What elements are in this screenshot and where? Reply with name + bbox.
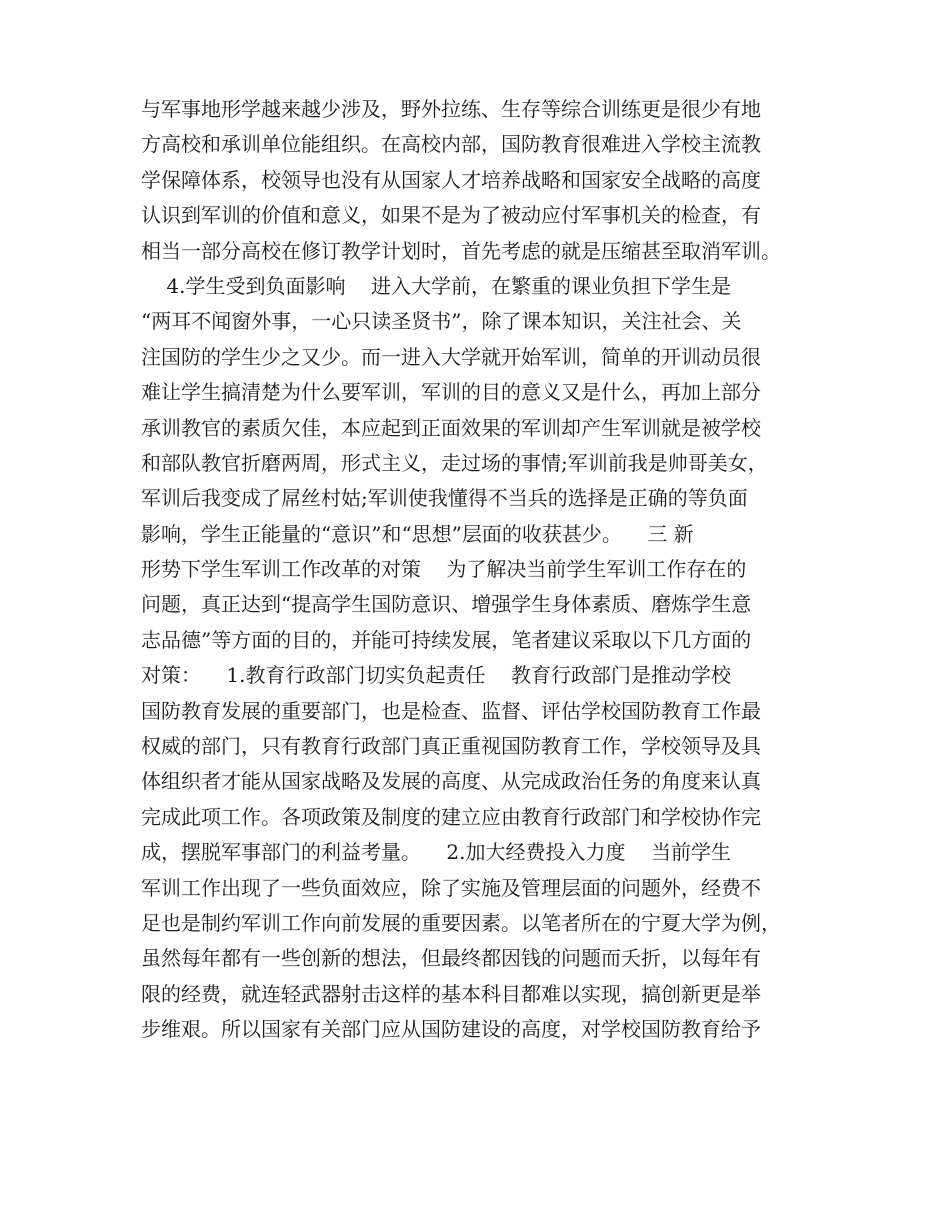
text-line: 难让学生搞清楚为什么要军训，军训的目的意义又是什么，再加上部分 [141,380,761,405]
text-line: 承训教官的素质欠佳，本应起到正面效果的军训却产生军训就是被学校 [141,415,761,440]
text-line: 和部队教官折磨两周，形式主义，走过场的事情;军训前我是帅哥美女， [141,450,768,475]
text-line: 4.学生受到负面影响 进入大学前，在繁重的课业负担下学生是 [141,273,731,298]
text-line: 与军事地形学越来越少涉及，野外拉练、生存等综合训练更是很少有地 [141,97,761,121]
text-line: 方高校和承训单位能组织。在高校内部，国防教育很难进入学校主流教 [141,132,761,157]
text-line: 志品德”等方面的目的，并能可持续发展，笔者建议采取以下几方面的 [141,627,752,652]
text-line: 军训后我变成了屌丝村姑;军训使我懂得不当兵的选择是正确的等负面 [141,486,748,511]
text-line: 军训工作出现了一些负面效应，除了实施及管理层面的问题外，经费不 [141,875,761,900]
text-line: 权威的部门，只有教育行政部门真正重视国防教育工作，学校领导及具 [141,734,761,759]
text-line: 限的经费，就连轻武器射击这样的基本科目都难以实现，搞创新更是举 [141,981,761,1006]
text-line: 国防教育发展的重要部门，也是检查、监督、评估学校国防教育工作最 [141,698,761,723]
text-line: 足也是制约军训工作向前发展的重要因素。以笔者所在的宁夏大学为例， [141,910,781,935]
text-line: 学保障体系，校领导也没有从国家人才培养战略和国家安全战略的高度 [141,167,761,192]
text-line: 完成此项工作。各项政策及制度的建立应由教育行政部门和学校协作完 [141,804,761,829]
text-line: 体组织者才能从国家战略及发展的高度、从完成政治任务的角度来认真 [141,769,761,794]
text-line: 问题，真正达到“提高学生国防意识、增强学生身体素质、磨炼学生意 [141,592,752,617]
text-line: 影响，学生正能量的“意识”和“思想”层面的收获甚少。 三 新 [141,521,694,546]
text-line: 虽然每年都有一些创新的想法，但最终都因钱的问题而夭折，以每年有 [141,946,761,971]
text-line: 相当一部分高校在修订教学计划时，首先考虑的就是压缩甚至取消军训。 [141,238,781,263]
text-line: 步维艰。所以国家有关部门应从国防建设的高度，对学校国防教育给予 [141,1017,761,1042]
text-line: 成，摆脱军事部门的利益考量。 2.加大经费投入力度 当前学生 [141,840,731,865]
text-line: 认识到军训的价值和意义，如果不是为了被动应付军事机关的检查，有 [141,203,761,228]
body-text [141,92,831,1048]
text-line: 对策： 1.教育行政部门切实负起责任 教育行政部门是推动学校 [141,663,731,688]
text-line: 注国防的学生少之又少。而一进入大学就开始军训，简单的开训动员很 [141,344,761,369]
text-line: “两耳不闻窗外事，一心只读圣贤书”，除了课本知识，关注社会、关 [141,309,742,334]
text-line: 形势下学生军训工作改革的对策 为了解决当前学生军训工作存在的 [141,557,747,582]
